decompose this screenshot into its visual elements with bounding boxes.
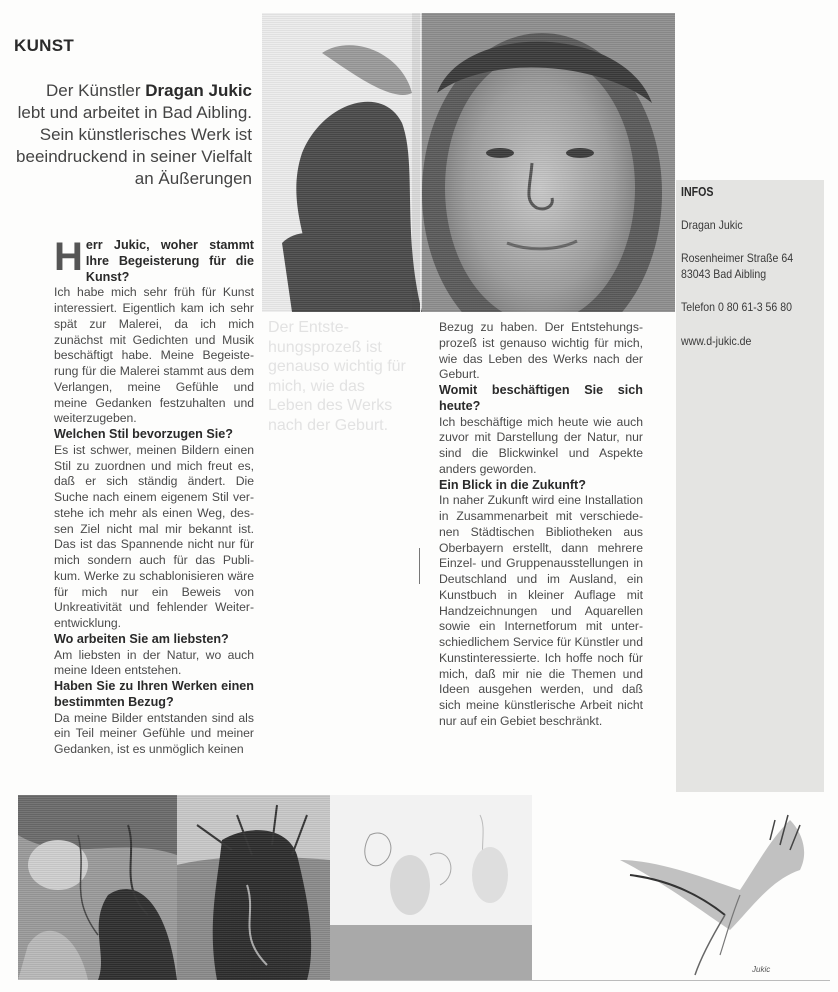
artwork-2-image bbox=[177, 795, 330, 980]
infos-phone: Telefon 0 80 61-3 56 80 bbox=[681, 300, 792, 314]
question: Womit beschäftigen Sie sich heute? bbox=[439, 383, 643, 413]
artwork-1-image bbox=[18, 795, 177, 980]
question: Wo arbeiten Sie am liebsten? bbox=[54, 631, 229, 646]
answer: Ich habe mich sehr früh für Kunst interessiert. Eigentlich kam ich sehr spät zur Malerei, da ich mich zunächst mit Gedichten und Musik beschäftigt habe. Meine Begeisterung für die Malerei stammt aus dem Verlangen, meine Gefühle und meine Gedanken festzuhalten und weiterzugeben. bbox=[54, 285, 254, 426]
artwork-3-image bbox=[330, 795, 532, 980]
answer: Es ist schwer, meinen Bildern einen Stil zu zuordnen und mich freut es, daß er sich ständig ändert. Die Suche nach einem eigenem Stil verstehe ich mehr als einen Weg, dessen Ziel nicht mal mir bekannt ist. Das ist das Spannende nicht nur für mich sondern auch für das Publikum. Werke zu schablonisieren wäre für mich nur ein Beweis von Unkreativität und fehlender Weiterentwicklung. bbox=[54, 442, 254, 630]
infos-street: Rosenheimer Straße 64 bbox=[681, 251, 794, 265]
question: err Jukic, woher stammt Ihre Begeisterung für die Kunst? bbox=[85, 238, 254, 284]
vertical-rule bbox=[419, 548, 420, 584]
artist-signature: Jukic bbox=[752, 965, 771, 974]
interview-column-2 bbox=[439, 320, 643, 730]
photo-seam bbox=[420, 13, 421, 312]
question: Welchen Stil bevorzugen Sie? bbox=[54, 427, 233, 441]
interview-column-1 bbox=[54, 235, 254, 758]
lead-paragraph bbox=[14, 80, 252, 190]
artwork-3 bbox=[330, 795, 532, 980]
artwork-1 bbox=[18, 795, 177, 980]
artwork-2 bbox=[177, 795, 330, 980]
lead-before: Der Künstler bbox=[46, 81, 146, 100]
answer: Da meine Bilder entstanden sind als ein Teil meiner Gefühle und meiner Gedanken, ist es unmöglich keinen bbox=[54, 710, 254, 756]
question: Ein Blick in die Zukunft? bbox=[439, 477, 586, 492]
infos-website[interactable]: www.d-jukic.de bbox=[681, 334, 752, 348]
dropcap: H bbox=[54, 235, 83, 279]
infos-box bbox=[676, 180, 824, 792]
bottom-rule bbox=[330, 980, 830, 981]
pull-quote: Der Entstehungsprozeß ist genauso wichtig für mich, wie das Leben des Werks nach der Geburt. bbox=[268, 319, 406, 434]
answer: In naher Zukunft wird eine Installation in Zusammenarbeit mit verschiedenen Städtischen Bibliotheken aus Oberbayern erstellt, dann mehrere Einzel- und Gruppenausstellungen in Deutschland und im Ausland, ein Kunstbuch in kleiner Auflage mit Handzeichnungen und Aquarellen sowie ein Internetforum mit unterschiedlichem Service für Künstler und Kunstinteressierte. Ich hoffe noch für mich, daß mir nie die Themen und Ideen ausgehen werden, und daß sich meine künstlerische Arbeit nicht nur auf ein Gebiet beschränkt. bbox=[439, 493, 643, 728]
answer: Ich beschäftige mich heute wie auch zuvor mit Darstellung der Natur, nur sind die Blickwinkel und Aspekte anders geworden. bbox=[439, 414, 643, 476]
section-label: KUNST bbox=[14, 36, 75, 55]
artwork-4-drawing bbox=[600, 800, 830, 980]
answer: Am liebsten in der Natur, wo auch meine Ideen entstehen. bbox=[54, 647, 254, 678]
artwork-4-image bbox=[600, 800, 830, 980]
infos-name: Dragan Jukic bbox=[681, 218, 743, 232]
question: Haben Sie zu Ihren Werken einen bestimmten Bezug? bbox=[54, 679, 254, 709]
answer: Bezug zu haben. Der Entstehungsprozeß ist genauso wichtig für mich, wie das Leben des Werks nach der Geburt. bbox=[439, 320, 643, 382]
artist-portrait-photo bbox=[262, 13, 675, 312]
infos-title: INFOS bbox=[681, 185, 714, 199]
artist-name: Dragan Jukic bbox=[145, 81, 252, 100]
portrait-image bbox=[262, 13, 675, 312]
infos-city: 83043 Bad Aibling bbox=[681, 267, 767, 281]
lead-after: lebt und arbeitet in Bad Aibling. Sein künstlerisches Werk ist beeindruckend in seiner Vielfalt an Äußerungen bbox=[16, 103, 252, 188]
